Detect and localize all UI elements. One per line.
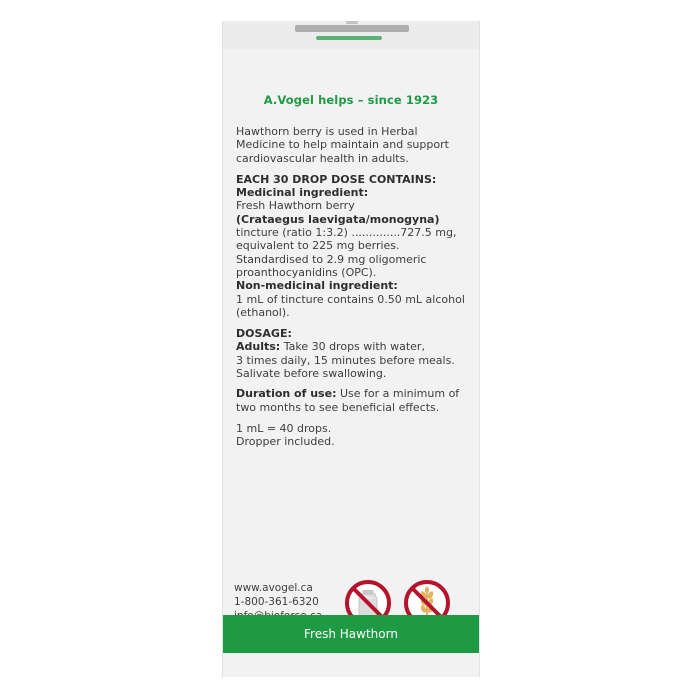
ingredient-latin-name: (Crataegus laevigata/monogyna) [236, 212, 440, 226]
adults-line: 3 times daily, 15 minutes before meals. [236, 353, 455, 367]
drops-line: Dropper included. [236, 435, 335, 449]
box-top-flap [223, 21, 479, 49]
website-text: www.avogel.ca [234, 582, 313, 594]
product-box-side-panel [222, 21, 480, 677]
adults-label: Adults: [236, 340, 281, 354]
ingredient-tincture: tincture (ratio 1:3.2) ..............727.5 mg, [236, 226, 457, 240]
product-info-text [236, 125, 476, 449]
top-flap-print [295, 25, 409, 32]
brand-tagline: A.Vogel helps – since 1923 [263, 93, 439, 107]
dose-heading: EACH 30 DROP DOSE CONTAINS: [236, 172, 437, 186]
top-flap-print [346, 21, 358, 24]
nonmedicinal-line: (ethanol). [236, 305, 290, 319]
nonmedicinal-heading: Non-medicinal ingredient: [236, 279, 398, 293]
product-name-band [223, 615, 479, 653]
top-flap-print [316, 36, 382, 40]
duration-line: two months to see beneficial effects. [236, 400, 440, 414]
intro-line: cardiovascular health in adults. [236, 151, 409, 165]
intro-line: Medicine to help maintain and support [236, 138, 449, 152]
ingredient-standardised: Standardised to 2.9 mg oligomeric [236, 252, 427, 266]
duration-text: Use for a minimum of [336, 387, 460, 401]
adults-text: Take 30 drops with water, [280, 340, 425, 354]
product-name-label: Fresh Hawthorn [304, 627, 398, 641]
ingredient-name: Fresh Hawthorn berry [236, 199, 355, 213]
ingredient-standardised: proanthocyanidins (OPC). [236, 265, 377, 279]
duration-label: Duration of use: [236, 387, 337, 401]
intro-line: Hawthorn berry is used in Herbal [236, 125, 418, 138]
ingredient-equivalent: equivalent to 225 mg berries. [236, 239, 400, 253]
dosage-heading: DOSAGE: [236, 327, 292, 341]
medicinal-heading: Medicinal ingredient: [236, 186, 369, 200]
nonmedicinal-line: 1 mL of tincture contains 0.50 mL alcohol [236, 292, 465, 306]
drops-line: 1 mL = 40 drops. [236, 421, 332, 435]
phone-text: 1-800-361-6320 [234, 596, 319, 609]
adults-line: Salivate before swallowing. [236, 367, 387, 381]
